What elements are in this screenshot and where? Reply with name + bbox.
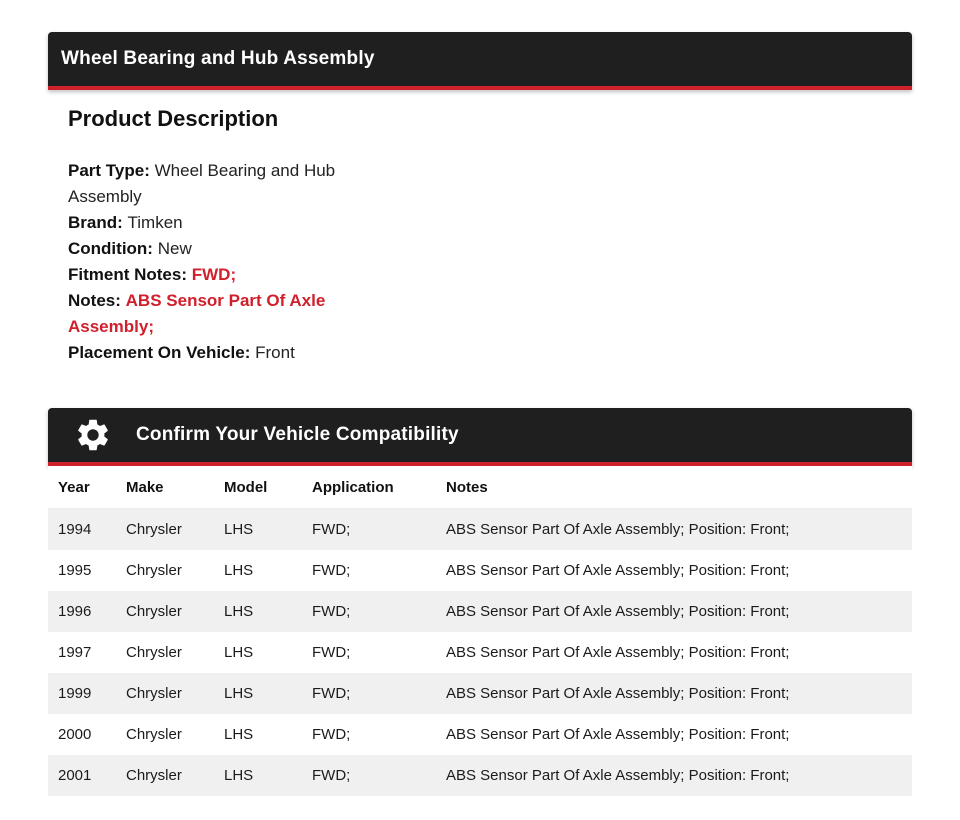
cell-notes: ABS Sensor Part Of Axle Assembly; Position: Front; — [446, 685, 790, 702]
field-label: Part Type: — [68, 161, 150, 180]
product-page — [48, 32, 912, 796]
field-label: Brand: — [68, 213, 123, 232]
cell-model: LHS — [224, 562, 254, 579]
product-description-section — [48, 90, 912, 366]
table-row — [48, 509, 912, 551]
field-label: Placement On Vehicle: — [68, 343, 251, 362]
cell-model: LHS — [224, 767, 254, 784]
cell-make: Chrysler — [126, 521, 182, 538]
cell-application: FWD; — [312, 644, 351, 661]
description-field — [68, 210, 406, 236]
field-value: New — [157, 239, 192, 258]
field-label: Notes: — [68, 291, 121, 310]
compatibility-table — [48, 466, 912, 796]
cell-model: LHS — [224, 685, 254, 702]
cell-year: 1995 — [58, 562, 92, 579]
column-header: Year — [48, 466, 116, 509]
table-row — [48, 591, 912, 632]
cell-model: LHS — [224, 603, 254, 620]
cell-year: 1996 — [58, 603, 92, 620]
cell-application: FWD; — [312, 767, 351, 784]
cell-notes: ABS Sensor Part Of Axle Assembly; Position: Front; — [446, 644, 790, 661]
cell-model: LHS — [224, 521, 254, 538]
table-row — [48, 550, 912, 591]
cell-year: 2000 — [58, 726, 92, 743]
table-row — [48, 632, 912, 673]
field-label: Fitment Notes: — [68, 265, 187, 284]
table-row — [48, 755, 912, 796]
field-value: Front — [255, 343, 295, 362]
cell-make: Chrysler — [126, 726, 182, 743]
cell-application: FWD; — [312, 562, 351, 579]
cell-notes: ABS Sensor Part Of Axle Assembly; Position: Front; — [446, 767, 790, 784]
field-value: Wheel Bearing and Hub Assembly — [68, 161, 336, 206]
table-row — [48, 714, 912, 755]
cell-notes: ABS Sensor Part Of Axle Assembly; Position: Front; — [446, 562, 790, 579]
description-field — [68, 262, 406, 288]
cell-application: FWD; — [312, 603, 351, 620]
cell-notes: ABS Sensor Part Of Axle Assembly; Position: Front; — [446, 521, 790, 538]
description-fields — [68, 158, 406, 366]
compatibility-header-bar — [48, 408, 912, 466]
description-field — [68, 158, 406, 210]
cell-year: 1994 — [58, 521, 92, 538]
compatibility-heading: Confirm Your Vehicle Compatibility — [136, 424, 459, 445]
cell-application: FWD; — [312, 726, 351, 743]
description-heading: Product Description — [68, 106, 279, 131]
cell-make: Chrysler — [126, 562, 182, 579]
cell-model: LHS — [224, 644, 254, 661]
table-header-row — [48, 466, 912, 509]
cell-make: Chrysler — [126, 685, 182, 702]
cell-notes: ABS Sensor Part Of Axle Assembly; Position: Front; — [446, 603, 790, 620]
field-value: Timken — [127, 213, 183, 232]
column-header: Notes — [436, 466, 912, 509]
column-header: Application — [302, 466, 436, 509]
field-value: FWD; — [191, 265, 237, 284]
column-header: Model — [214, 466, 302, 509]
cell-notes: ABS Sensor Part Of Axle Assembly; Position: Front; — [446, 726, 790, 743]
description-field — [68, 236, 406, 262]
cell-year: 1999 — [58, 685, 92, 702]
cell-year: 2001 — [58, 767, 92, 784]
table-row — [48, 673, 912, 714]
cell-make: Chrysler — [126, 644, 182, 661]
description-field — [68, 288, 406, 340]
cell-application: FWD; — [312, 685, 351, 702]
product-title: Wheel Bearing and Hub Assembly — [61, 48, 375, 69]
field-value: ABS Sensor Part Of Axle Assembly; — [68, 291, 326, 336]
compat-table-body — [48, 509, 912, 797]
cell-application: FWD; — [312, 521, 351, 538]
field-label: Condition: — [68, 239, 153, 258]
cell-make: Chrysler — [126, 603, 182, 620]
description-field — [68, 340, 406, 366]
gear-icon — [74, 416, 112, 454]
cell-make: Chrysler — [126, 767, 182, 784]
cell-model: LHS — [224, 726, 254, 743]
cell-year: 1997 — [58, 644, 92, 661]
column-header: Make — [116, 466, 214, 509]
product-title-bar — [48, 32, 912, 90]
